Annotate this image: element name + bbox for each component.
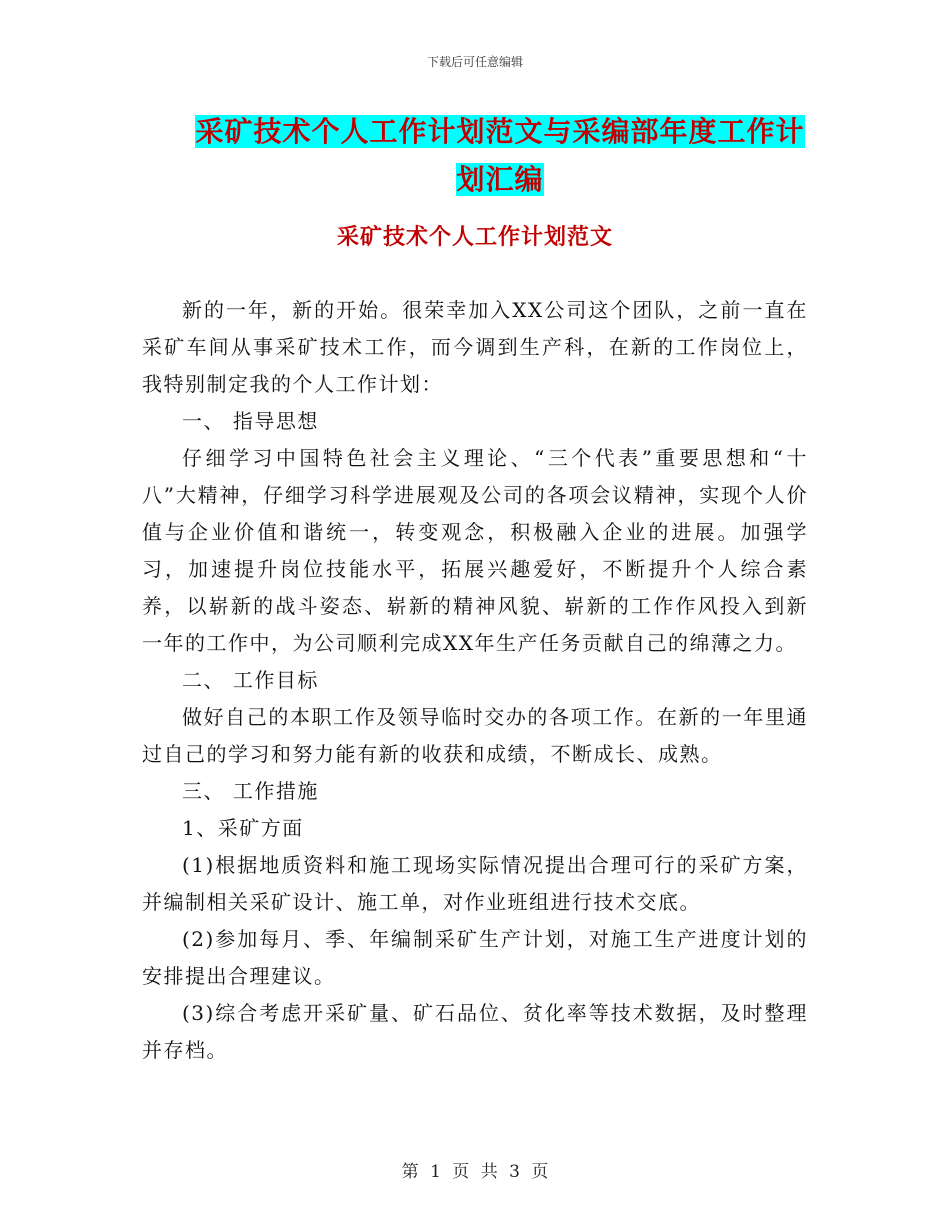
heading-work-goals: 二、 工作目标 xyxy=(182,668,319,692)
paragraph-measure-3: (3)综合考虑开采矿量、矿石品位、贫化率等技术数据，及时整理并存档。 xyxy=(142,1001,808,1062)
paragraph-measure-2: (2)参加每月、季、年编制采矿生产计划，对施工生产进度计划的安排提出合理建议。 xyxy=(142,927,808,988)
document-body xyxy=(142,292,808,1069)
section-title: 采矿技术个人工作计划范文 xyxy=(336,225,613,250)
heading-guiding-thought: 一、 指导思想 xyxy=(182,409,319,433)
document-title xyxy=(190,108,810,204)
page-number: 第 1 页 共 3 页 xyxy=(401,1162,549,1182)
paragraph-guiding-thought: 仔细学习中国特色社会主义理论、“三个代表”重要思想和“十八”大精神，仔细学习科学进展观及公司的各项会议精神，实现个人价值与企业价值和谐统一，转变观念，积极融入企业的进展。加强学习，加速提升岗位技能水平，拓展兴趣爱好，不断提升个人综合素养，以崭新的战斗姿态、崭新的精神风貌、崭新的工作作风投入到新一年的工作中，为公司顺利完成XX年生产任务贡献自己的绵薄之力。 xyxy=(142,446,808,655)
subheading-mining: 1、采矿方面 xyxy=(182,816,304,840)
heading-work-measures: 三、 工作措施 xyxy=(182,779,319,803)
paragraph-measure-1: (1)根据地质资料和施工现场实际情况提出合理可行的采矿方案，并编制相关采矿设计、施工单，对作业班组进行技术交底。 xyxy=(142,853,808,914)
paragraph-work-goals: 做好自己的本职工作及领导临时交办的各项工作。在新的一年里通过自己的学习和努力能有新的收获和成绩，不断成长、成熟。 xyxy=(142,705,808,766)
paragraph-intro: 新的一年，新的开始。很荣幸加入XX公司这个团队，之前一直在采矿车间从事采矿技术工作，而今调到生产科，在新的工作岗位上，我特别制定我的个人工作计划： xyxy=(142,298,808,396)
document-title-text: 采矿技术个人工作计划范文与采编部年度工作计划汇编 xyxy=(195,115,805,196)
header-note: 下载后可任意编辑 xyxy=(426,55,523,69)
